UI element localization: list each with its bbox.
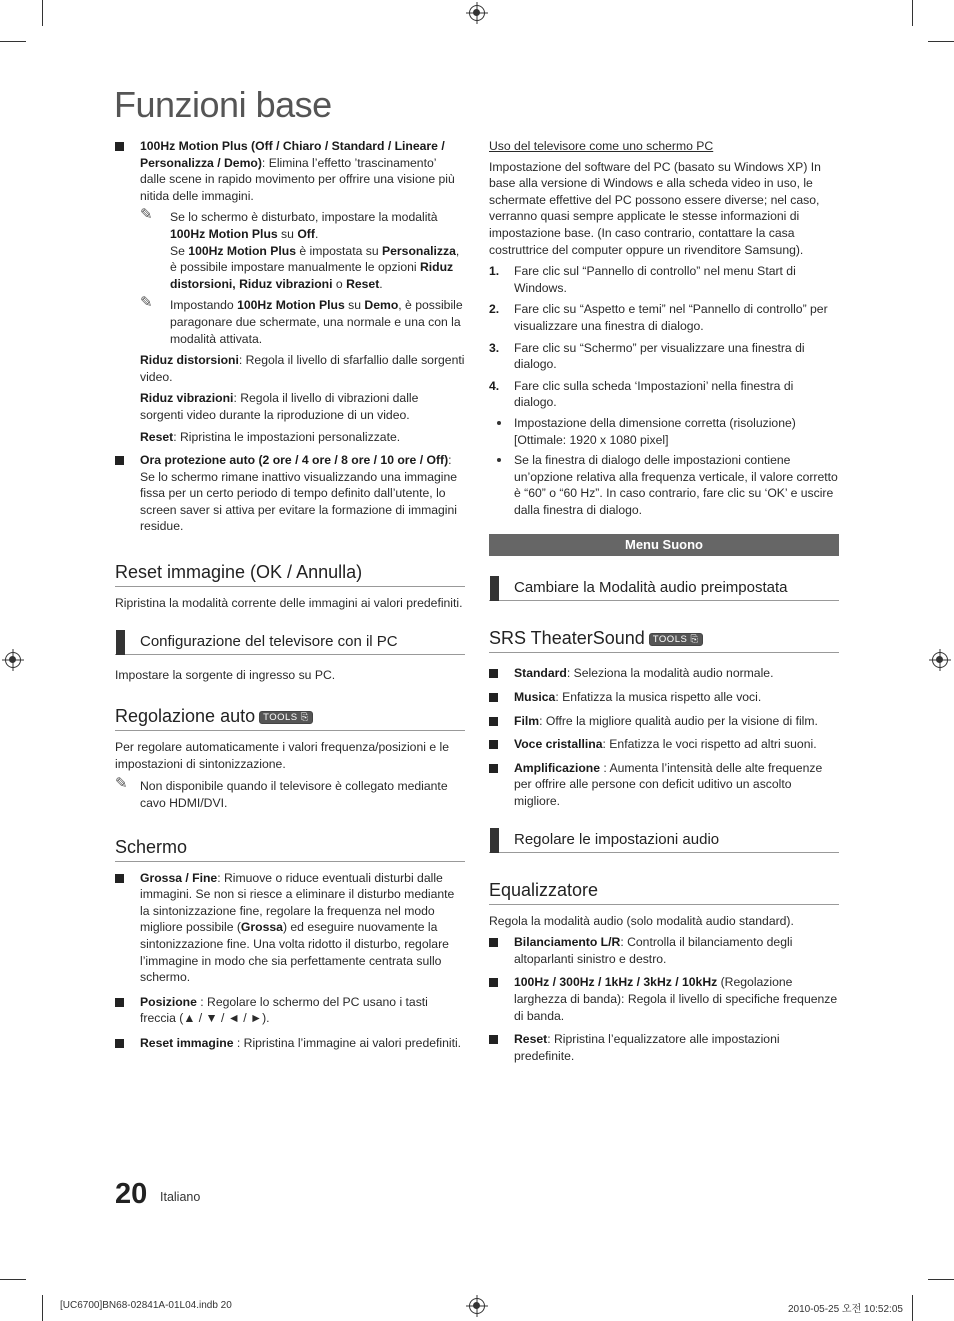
item-title: 100Hz Motion Plus (Off / Chiaro / Standard / Lineare / Personalizza / Demo) [140, 139, 445, 170]
item-desc: : Se lo schermo rimane inattivo visualizzando una immagine fissa per un certo periodo di tempo definito dall’utente, lo screen saver si attiva per evitare la formazione di immagini residue. [140, 453, 458, 534]
crop-mark [928, 41, 954, 42]
heading-reset-immagine: Reset immagine (OK / Annulla) [115, 561, 465, 587]
heading-configurazione-pc: Configurazione del televisore con il PC [115, 630, 465, 655]
crop-mark [0, 41, 26, 42]
list-item: Musica: Enfatizza la musica rispetto alle voci. [489, 689, 839, 706]
reset-immagine-desc: Ripristina la modalità corrente delle immagini ai valori predefiniti. [115, 596, 463, 611]
numbered-step: 2. Fare clic su “Aspetto e temi” nel “Pannello di controllo” per visualizzare una finestra di dialogo. [489, 302, 828, 333]
sub-item: Reset: Ripristina le impostazioni personalizzate. [140, 429, 401, 444]
note-pencil-icon: ✎ [140, 206, 153, 224]
footer-file-info: [UC6700]BN68-02841A-01L04.indb 20 [60, 1300, 232, 1311]
heading-equalizzatore: Equalizzatore [489, 879, 839, 905]
registration-mark-icon [5, 652, 21, 668]
sub-item: Riduz vibrazioni: Regola il livello di vibrazioni dalle sorgenti video durante la riproduzione di un video. [140, 391, 419, 422]
numbered-step: 4. Fare clic sulla scheda ‘Impostazioni’ nella finestra di dialogo. [489, 378, 794, 410]
numbered-step: 1. Fare clic sul “Pannello di controllo” nel menu Start di Windows. [489, 264, 796, 295]
registration-mark-icon [469, 5, 485, 21]
note: ✎ Se lo schermo è disturbato, impostare la modalità 100Hz Motion Plus su Off. Se 100Hz Motion Plus è impostata su Personalizza, è possibile impostare manualmente le opzioni Riduz distorsioni, Riduz vibrazioni o Reset. [140, 206, 460, 291]
note-pencil-icon: ✎ [140, 294, 153, 312]
footer-date: 2010-05-25 오전 10:52:05 [788, 1304, 903, 1315]
page-title: Funzioni base [114, 84, 332, 125]
list-item: Film: Offre la migliore qualità audio per la visione di film. [489, 713, 839, 730]
section-bar-menu-suono: Menu Suono [489, 534, 839, 556]
crop-mark [912, 0, 913, 26]
crop-mark [42, 0, 43, 26]
crop-mark [42, 1295, 43, 1321]
right-column [489, 138, 839, 1071]
list-item: Voce cristallina: Enfatizza le voci rispetto ad altri suoni. [489, 736, 839, 753]
crop-mark [912, 1295, 913, 1321]
list-item-motion-plus [115, 138, 465, 445]
item-desc: : Elimina l’effetto ’trascinamento’ dalle scene in rapido movimento per offrire una visione più nitida delle immagini. [140, 155, 455, 203]
crop-mark [0, 1279, 26, 1280]
page-number: 20 [115, 1178, 148, 1210]
list-item: Grossa / Fine: Rimuove o riduce eventuali disturbi dalle immagini. Se non si riesce a eliminare il disturbo mediante la sintonizzazione fine, regolare la frequenza nel modo migliore possibile (Grossa) ed eseguire nuovamente la sintonizzazione fine. Una volta ridotto il disturbo, regolare l’immagine in modo che sia perfettamente centrata sullo schermo. [115, 870, 465, 986]
list-item-ora-protezione [115, 452, 465, 535]
list-item: Reset immagine : Ripristina l’immagine ai valori predefiniti. [115, 1035, 465, 1052]
equalizzatore-desc: Regola la modalità audio (solo modalità audio standard). [489, 913, 794, 928]
list-item: Reset: Ripristina l’equalizzatore alle impostazioni predefinite. [489, 1031, 839, 1064]
pc-section-desc: Impostazione del software del PC (basato su Windows XP) In base alla versione di Windows e alla scheda video in uso, le schermate effettive del PC possono essere diverse; nel caso, verranno quasi sempre applicate le stesse informazioni di impostazione base. (In caso contrario, contattare la casa costruttrice del computer oppure un rivenditore Samsung). [489, 159, 821, 257]
bullet-item: Impostazione della dimensione corretta (risoluzione) [Ottimale: 1920 x 1080 pixel] [489, 415, 839, 448]
list-item: Amplificazione : Aumenta l’intensità delle alte frequenze per offrire alle persone con deficit uditivo un ascolto migliore. [489, 760, 839, 810]
note: ✎ Impostando 100Hz Motion Plus su Demo, è possibile paragonare due schermate, una normale e una con la modalità attivata. [140, 294, 463, 346]
list-item: Standard: Seleziona la modalità audio normale. [489, 665, 839, 682]
heading-schermo: Schermo [115, 836, 465, 862]
list-item: Posizione : Regolare lo schermo del PC usano i tasti freccia (▲ / ▼ / ◄ / ►). [115, 994, 465, 1027]
numbered-step: 3. Fare clic su “Schermo” per visualizzare una finestra di dialogo. [489, 340, 805, 372]
item-title: Ora protezione auto (2 ore / 4 ore / 8 ore / 10 ore / Off) [140, 453, 449, 468]
heading-regolazione-auto: Regolazione auto TOOLS ⎘ [115, 705, 465, 731]
page-language: Italiano [160, 1190, 201, 1204]
tools-badge-icon: TOOLS ⎘ [259, 711, 313, 724]
pc-section-title: Uso del televisore come uno schermo PC [489, 139, 714, 153]
list-item: 100Hz / 300Hz / 1kHz / 3kHz / 10kHz (Regolazione larghezza di banda): Regola il livello di specifiche frequenze di banda. [489, 974, 839, 1024]
note: ✎ Non disponibile quando il televisore è collegato mediante cavo HDMI/DVI. [115, 775, 448, 811]
note-pencil-icon: ✎ [115, 775, 128, 793]
heading-regolare-impostazioni: Regolare le impostazioni audio [489, 828, 839, 853]
crop-mark [928, 1279, 954, 1280]
heading-srs-theatersound: SRS TheaterSound TOOLS ⎘ [489, 627, 839, 653]
sub-item: Riduz distorsioni: Regola il livello di sfarfallio dalle sorgenti video. [140, 353, 465, 384]
registration-mark-icon [469, 1298, 485, 1314]
registration-mark-icon [932, 652, 948, 668]
bullet-item: Se la finestra di dialogo delle impostazioni contiene un’opzione relativa alla frequenza verticale, il valore corretto è “60” o “60 Hz”. In caso contrario, fare clic su ‘OK’ e uscire dalla finestra di dialogo. [489, 452, 839, 518]
list-item: Bilanciamento L/R: Controlla il bilanciamento degli altoparlanti sinistro e destro. [489, 934, 839, 967]
left-column [115, 138, 465, 1059]
configurazione-desc: Impostare la sorgente di ingresso su PC. [115, 667, 336, 682]
heading-cambiare-modalita: Cambiare la Modalità audio preimpostata [489, 576, 839, 601]
tools-badge-icon: TOOLS ⎘ [649, 633, 703, 646]
regolazione-desc: Per regolare automaticamente i valori frequenza/posizioni e le impostazioni di sintonizzazione. [115, 740, 449, 771]
